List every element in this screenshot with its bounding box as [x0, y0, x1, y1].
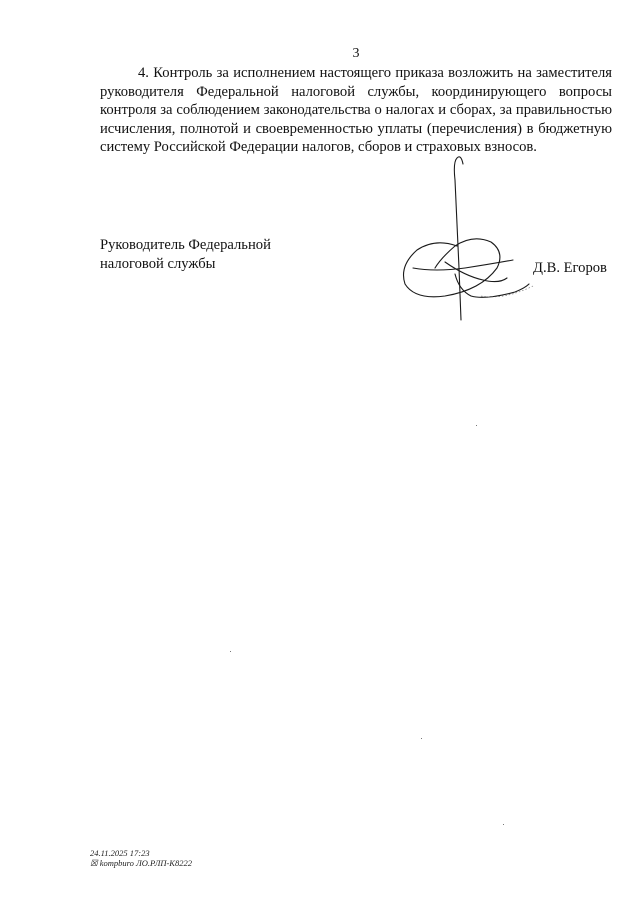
scan-speck [421, 738, 422, 739]
scan-speck [230, 651, 231, 652]
signer-title-line-2: налоговой службы [100, 255, 216, 272]
stamp-datetime: 24.11.2025 17:23 [90, 848, 150, 858]
page-number: 3 [352, 46, 360, 61]
stamp-reference: ☒ kompburo ЛО.РЛП-К8222 [90, 858, 192, 868]
print-stamp [90, 848, 192, 868]
signer-name: Д.В. Егоров [533, 260, 607, 276]
handwritten-signature [395, 150, 535, 322]
scan-speck [476, 425, 477, 426]
scan-speck [503, 824, 504, 825]
signer-title-line-1: Руководитель Федеральной [100, 237, 271, 253]
paragraph-item-4: 4. Контроль за исполнением настоящего приказа возложить на заместителя руководителя Федеральной налоговой службы, координирующего вопросы контроля за соблюдением законодательства о налогах и сборах, за правильностью исчисления, полнотой и своевременностью уплаты (перечисления) в бюджетную систему Российской Федерации налогов, сборов и страховых взносов. [100, 65, 612, 156]
signer-title [100, 236, 271, 273]
